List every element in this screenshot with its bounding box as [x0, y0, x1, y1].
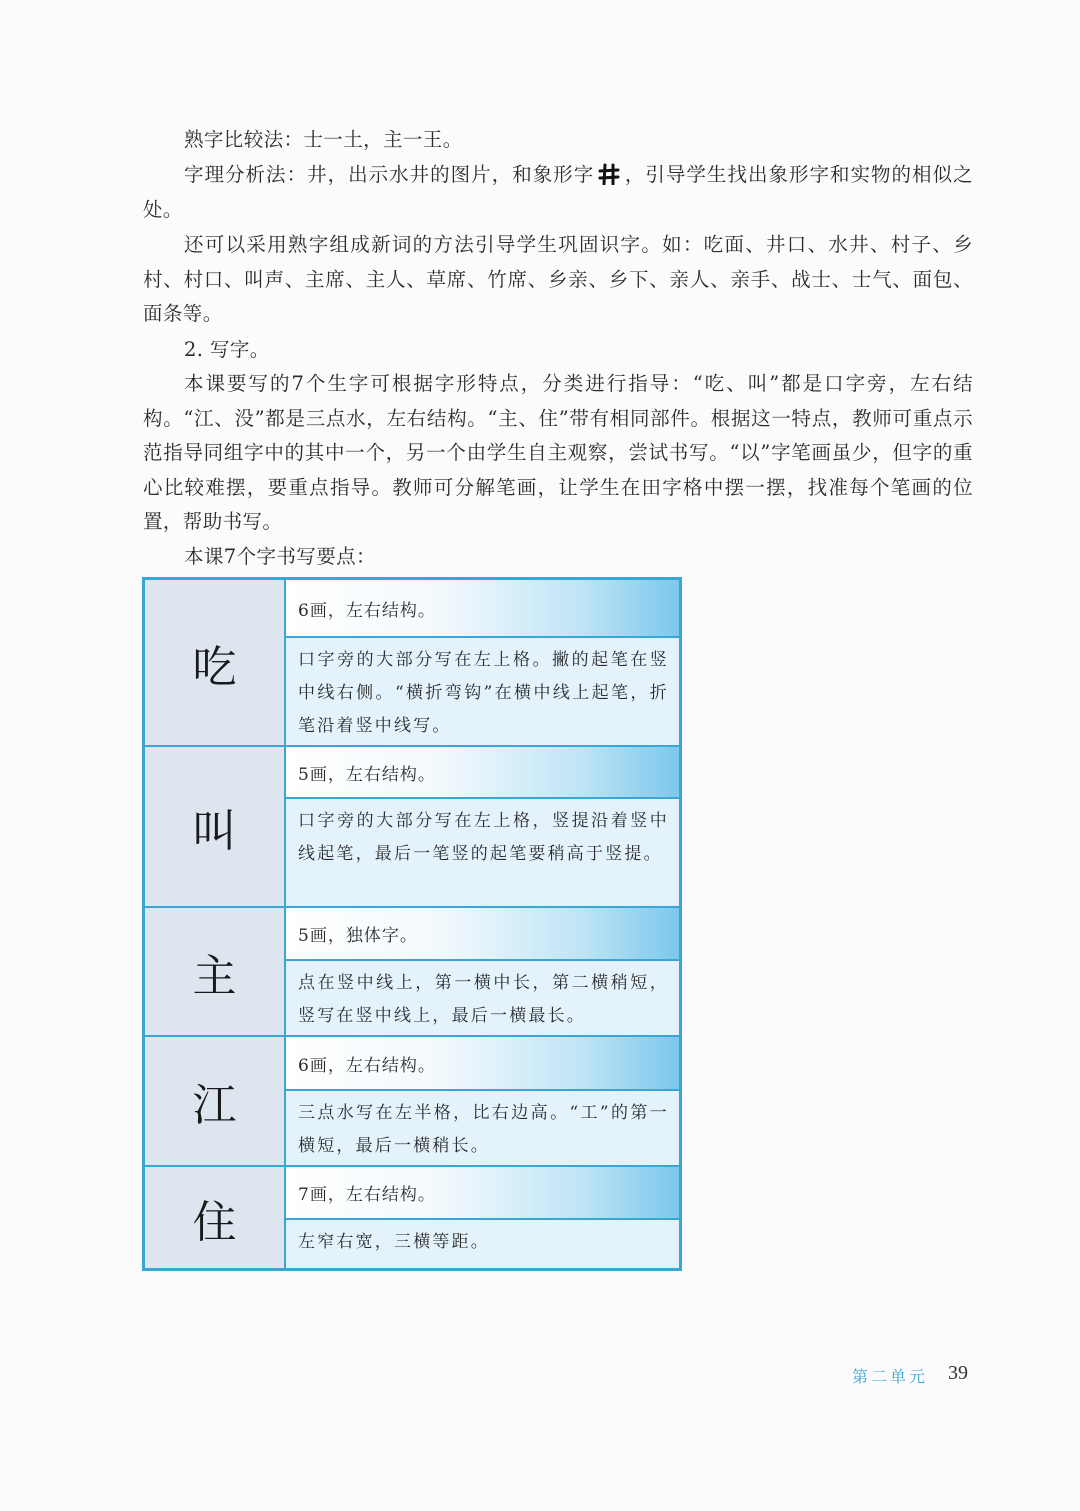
section-heading-writing: 2. 写字。: [184, 338, 270, 361]
stroke-count-cell: 6画，左右结构。: [286, 580, 679, 638]
stroke-count-cell: 6画，左右结构。: [286, 1037, 679, 1091]
paragraph-writing-guide: 本课要写的7个生字可根据字形特点，分类进行指导：“吃、叫”都是口字旁，左右结构。“江、没”都是三点水，左右结构。“主、住”带有相同部件。根据这一特点，教师可重点示范指导同组字中的其中一个，另一个由学生自主观察，尝试书写。“以”字笔画虽少，但字的重心比较难摆，要重点指导。教师可分解笔画，让学生在田字格中摆一摆，找准每个笔画的位置，帮助书写。: [143, 372, 973, 534]
char-cell: [145, 1167, 286, 1268]
table-row: [145, 1037, 679, 1167]
big-character: 叫: [192, 805, 237, 857]
big-character: 主: [192, 950, 237, 1002]
analysis-text-before: 字理分析法：井，出示水井的图片，和象形字: [184, 163, 595, 186]
table-row: [145, 747, 679, 908]
writing-points-table: [142, 577, 682, 1271]
char-cell: [145, 580, 286, 745]
stroke-count-cell: 5画，左右结构。: [286, 747, 679, 799]
char-cell: [145, 908, 286, 1035]
writing-tips-cell: 口字旁的大部分写在左上格，竖提沿着竖中线起笔，最后一笔竖的起笔要稍高于竖提。: [286, 799, 679, 906]
char-cell: [145, 747, 286, 906]
paragraph-word-building: 还可以采用熟字组成新词的方法引导学生巩固识字。如：吃面、井口、水井、村子、乡村、村口、叫声、主席、主人、草席、竹席、乡亲、乡下、亲人、亲手、战士、士气、面包、面条等。: [143, 233, 973, 326]
writing-tips-cell: 三点水写在左半格，比右边高。“工”的第一横短，最后一横稍长。: [286, 1091, 679, 1165]
ancient-well-pictograph-icon: [598, 163, 620, 185]
page-number: 39: [948, 1362, 968, 1384]
writing-tips-cell: 口字旁的大部分写在左上格。撇的起笔在竖中线右侧。“横折弯钩”在横中线上起笔，折笔沿着竖中线写。: [286, 638, 679, 745]
char-cell: [145, 1037, 286, 1165]
writing-tips-cell: 点在竖中线上，第一横中长，第二横稍短，竖写在竖中线上，最后一横最长。: [286, 961, 679, 1035]
big-character: 江: [192, 1080, 237, 1131]
table-row: [145, 580, 679, 747]
table-row: [145, 908, 679, 1037]
table-row: [145, 1167, 679, 1268]
footer-unit-label: 第二单元: [852, 1367, 929, 1386]
stroke-count-cell: 7画，左右结构。: [286, 1167, 679, 1220]
paragraph-familiar-char: 熟字比较法：士一土，主一王。: [184, 128, 463, 151]
paragraph-char-analysis: [143, 158, 973, 227]
paragraph-table-intro: 本课7个字书写要点：: [184, 545, 376, 568]
big-character: 吃: [192, 641, 237, 693]
stroke-count-cell: 5画，独体字。: [286, 908, 679, 961]
big-character: 住: [192, 1196, 237, 1248]
analysis-text-after: ，引导学生找出象形字和实物的相似之处。: [143, 163, 973, 221]
writing-tips-cell: 左窄右宽，三横等距。: [286, 1220, 679, 1268]
